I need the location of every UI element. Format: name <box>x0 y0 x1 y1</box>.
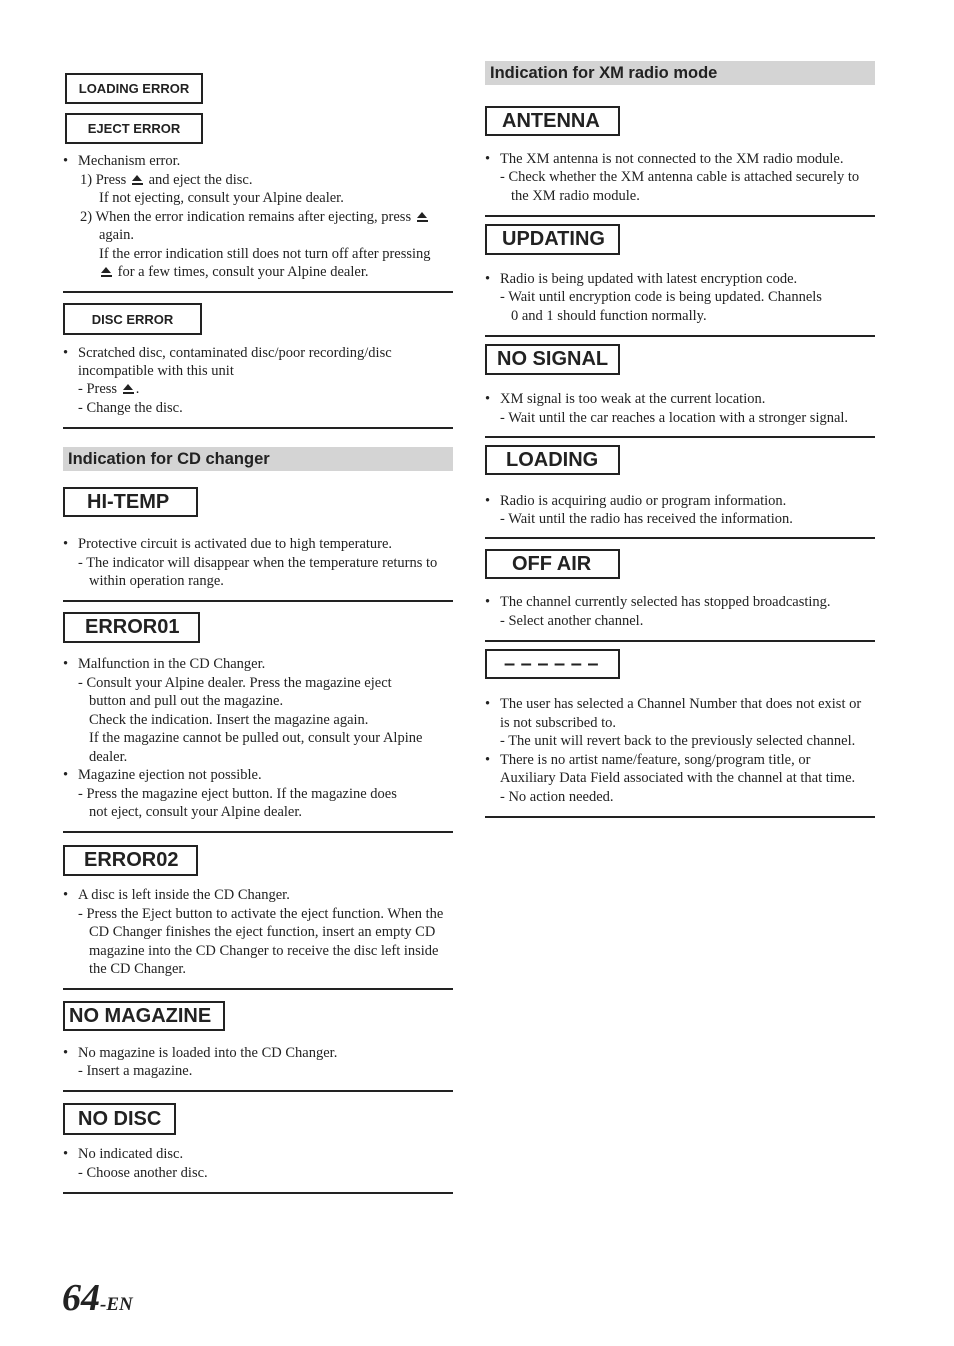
error02-indicator: ERROR02 <box>63 845 198 876</box>
list-item: - Choose another disc. <box>78 1165 208 1181</box>
list-item: The user has selected a Channel Number that does not exist or <box>500 696 862 712</box>
list-item: If not ejecting, consult your Alpine dealer. <box>99 190 344 206</box>
list-item: If the error indication still does not turn off after pressing <box>99 246 431 262</box>
list-item: is not subscribed to. <box>500 715 616 731</box>
antenna-indicator: ANTENNA <box>485 106 620 136</box>
list-item: within operation range. <box>89 573 224 589</box>
list-item: If the magazine cannot be pulled out, consult your Alpine <box>89 730 423 746</box>
bullet: • <box>485 594 491 610</box>
list-item: Radio is being updated with latest encryption code. <box>500 271 798 287</box>
section-divider <box>63 988 453 990</box>
eject-icon <box>101 267 112 277</box>
off-air-indicator: OFF AIR <box>485 549 620 579</box>
section-header-cd-changer: Indication for CD changer <box>63 447 453 471</box>
list-item: - Select another channel. <box>500 613 644 629</box>
bullet: • <box>485 391 491 407</box>
no-channel-indicator: – – – – – – <box>485 649 620 679</box>
list-item: again. <box>99 227 135 243</box>
section-divider <box>63 291 453 293</box>
list-item: button and pull out the magazine. <box>89 693 284 709</box>
section-divider <box>63 1192 453 1194</box>
section-divider <box>485 537 875 539</box>
no-signal-indicator: NO SIGNAL <box>485 344 620 375</box>
bullet: • <box>63 656 69 672</box>
list-item: Mechanism error. <box>78 153 181 169</box>
loading-indicator: LOADING <box>485 445 620 475</box>
list-item: - Check whether the XM antenna cable is attached securely to <box>500 169 860 185</box>
disc-error-indicator: DISC ERROR <box>63 303 202 335</box>
list-item: - Press the Eject button to activate the eject function. When the <box>78 906 444 922</box>
section-divider <box>485 215 875 217</box>
list-item: - No action needed. <box>500 789 614 805</box>
section-divider <box>485 436 875 438</box>
list-item: CD Changer finishes the eject function, insert an empty CD <box>89 924 436 940</box>
list-item: - Wait until the radio has received the information. <box>500 511 793 527</box>
loading-error-indicator: LOADING ERROR <box>65 73 203 104</box>
bullet: • <box>63 153 69 169</box>
list-item: No magazine is loaded into the CD Changer. <box>78 1045 338 1061</box>
eject-icon <box>132 175 143 185</box>
hi-temp-indicator: HI-TEMP <box>63 487 198 517</box>
list-item: - Change the disc. <box>78 400 183 416</box>
list-item: XM signal is too weak at the current location. <box>500 391 766 407</box>
list-item: - Press . <box>78 381 140 397</box>
list-item: 2) When the error indication remains after ejecting, press <box>80 208 430 227</box>
list-item: - Consult your Alpine dealer. Press the magazine eject <box>78 675 392 691</box>
list-item: - Insert a magazine. <box>78 1063 193 1079</box>
section-header-xm-radio: Indication for XM radio mode <box>485 61 875 85</box>
list-item: the CD Changer. <box>89 961 187 977</box>
list-item: the XM radio module. <box>511 188 640 204</box>
section-divider <box>63 427 453 429</box>
section-divider <box>485 640 875 642</box>
no-disc-indicator: NO DISC <box>63 1103 176 1135</box>
list-item: Malfunction in the CD Changer. <box>78 656 266 672</box>
eject-icon <box>417 212 428 222</box>
list-item: The XM antenna is not connected to the XM radio module. <box>500 151 844 167</box>
bullet: • <box>485 696 491 712</box>
eject-error-indicator: EJECT ERROR <box>65 113 203 144</box>
list-item: - Wait until the car reaches a location with a stronger signal. <box>500 410 849 426</box>
list-item: - Wait until encryption code is being updated. Channels <box>500 289 822 305</box>
list-item: A disc is left inside the CD Changer. <box>78 887 290 903</box>
bullet: • <box>63 1045 69 1061</box>
section-divider <box>63 1090 453 1092</box>
list-item: 0 and 1 should function normally. <box>511 308 707 324</box>
list-item: Radio is acquiring audio or program information. <box>500 493 787 509</box>
list-item: 1) Press and eject the disc. <box>80 172 253 188</box>
section-divider <box>485 335 875 337</box>
bullet: • <box>63 345 69 361</box>
list-item: Scratched disc, contaminated disc/poor recording/disc <box>78 345 392 361</box>
error01-indicator: ERROR01 <box>63 612 200 643</box>
section-divider <box>485 816 875 818</box>
bullet: • <box>63 767 69 783</box>
list-item: Protective circuit is activated due to high temperature. <box>78 536 393 552</box>
list-item: not eject, consult your Alpine dealer. <box>89 804 303 820</box>
list-item: - The indicator will disappear when the temperature returns to <box>78 555 438 571</box>
list-item: There is no artist name/feature, song/program title, or <box>500 752 811 768</box>
bullet: • <box>485 271 491 287</box>
no-magazine-indicator: NO MAGAZINE <box>63 1001 225 1031</box>
list-item: dealer. <box>89 749 128 765</box>
bullet: • <box>63 1146 69 1162</box>
list-item: The channel currently selected has stopped broadcasting. <box>500 594 831 610</box>
updating-indicator: UPDATING <box>485 224 620 255</box>
list-item: magazine into the CD Changer to receive the disc left inside <box>89 943 439 959</box>
list-item: Magazine ejection not possible. <box>78 767 262 783</box>
bullet: • <box>63 887 69 903</box>
list-item: - Press the magazine eject button. If the magazine does <box>78 786 397 802</box>
section-divider <box>63 831 453 833</box>
list-item: incompatible with this unit <box>78 363 234 379</box>
bullet: • <box>485 151 491 167</box>
list-item: for a few times, consult your Alpine dealer. <box>99 263 369 282</box>
section-divider <box>63 600 453 602</box>
bullet: • <box>485 752 491 768</box>
list-item: Auxiliary Data Field associated with the channel at that time. <box>500 770 856 786</box>
eject-icon <box>123 384 134 394</box>
bullet: • <box>63 536 69 552</box>
page-number: 64-EN <box>62 1277 133 1319</box>
list-item: Check the indication. Insert the magazine again. <box>89 712 369 728</box>
list-item: - The unit will revert back to the previously selected channel. <box>500 733 856 749</box>
list-item: No indicated disc. <box>78 1146 184 1162</box>
bullet: • <box>485 493 491 509</box>
